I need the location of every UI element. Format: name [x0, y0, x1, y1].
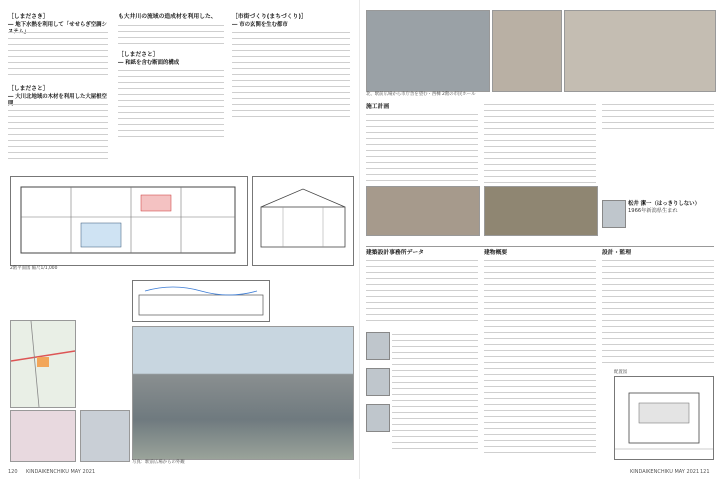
col1-subheading: ― 地下水熱を利用して「せせらぎ空調シ [8, 22, 107, 28]
section-svg [253, 177, 353, 265]
col3-subheading: ― 市の玄関を生む都市 [232, 22, 288, 28]
construction-photo-1 [366, 186, 480, 236]
section-diagram [252, 176, 354, 266]
construction-text-lines [366, 114, 478, 192]
designer-portrait-1 [366, 332, 390, 360]
construction-text-lines-2 [484, 104, 596, 188]
data-col-2-lines [484, 260, 596, 458]
col2b-text-lines [118, 70, 224, 142]
construction-photo-2 [484, 186, 598, 236]
top-photos-caption: 北、駅前広場から市庁舎を望む・西棟 2階の市民ホール [366, 92, 476, 97]
interior-photo-2 [492, 10, 562, 92]
site-plan-caption: 配置図 [614, 370, 628, 375]
profile-note: 1966年新潟県生まれ [628, 208, 678, 214]
col1-text-lines [8, 32, 108, 80]
data-col-3-lines [602, 260, 714, 368]
col3-text-lines [232, 32, 350, 122]
data-col-2 [484, 250, 596, 257]
station-photo [80, 410, 130, 462]
construction-section [366, 104, 478, 111]
right-magazine-name: KINDAIKENCHIKU MAY 2021 [630, 469, 700, 475]
location-map [10, 320, 76, 408]
floor-plan-caption: 2階平面図 縮尺1/1,000 [10, 266, 58, 271]
architect-heading: 設計・監理 [602, 250, 631, 256]
left-col-2b [118, 52, 224, 67]
construction-text-lines-3 [602, 104, 714, 134]
construction-heading: 施工計画 [366, 104, 390, 110]
col2-heading: も大井川の流域の造成材を利用した、 [118, 14, 217, 20]
data-col-1 [366, 250, 478, 257]
cherry-blossom-photo [10, 410, 76, 462]
col1-heading: ［しまださき］ [8, 14, 49, 20]
right-page-number: 121 [700, 469, 710, 475]
col1b-heading: ［しまださと］ [8, 86, 49, 92]
col2-text-lines [118, 25, 224, 49]
data-col-3 [602, 250, 714, 257]
col1b-subheading: ― 大川北地域の木材を利用した大屋根空 [8, 94, 107, 100]
exterior-photo-caption: 写真：駅前広場からの外観 [132, 460, 185, 465]
site-plan-svg [615, 377, 713, 459]
ventilation-svg [133, 281, 269, 321]
floor-plan-svg [11, 177, 247, 265]
data-heading: 建築設計事務所データ [366, 250, 424, 256]
ventilation-diagram [132, 280, 270, 322]
floor-plan-drawing [10, 176, 248, 266]
col2b-heading: ［しまださと］ [118, 52, 159, 58]
right-page [360, 0, 720, 479]
left-col-3 [232, 14, 350, 29]
left-col-2 [118, 14, 224, 21]
data-col-1-lines [366, 260, 478, 326]
designer-portrait-2 [366, 368, 390, 396]
col1b-text-lines [8, 104, 108, 164]
interior-photo-1 [366, 10, 490, 92]
map-svg [11, 321, 75, 407]
designer-bios [392, 334, 478, 454]
architect-profile [628, 200, 714, 215]
col2b-subheading: ― 和紙を含む断面的構成 [118, 60, 180, 66]
left-page-number: 120 [8, 469, 18, 475]
architect-portrait [602, 200, 626, 228]
interior-photo-3 [564, 10, 716, 92]
overview-heading: 建物概要 [484, 250, 508, 256]
col3-heading: ［市街づくり(まちづくり)］ [232, 14, 307, 20]
profile-name: 松井 潔一（はっきりしない） [628, 201, 700, 207]
left-magazine-name: KINDAIKENCHIKU MAY 2021 [26, 469, 96, 475]
designer-portrait-3 [366, 404, 390, 432]
site-plan-drawing [614, 376, 714, 460]
exterior-photo [132, 326, 354, 460]
